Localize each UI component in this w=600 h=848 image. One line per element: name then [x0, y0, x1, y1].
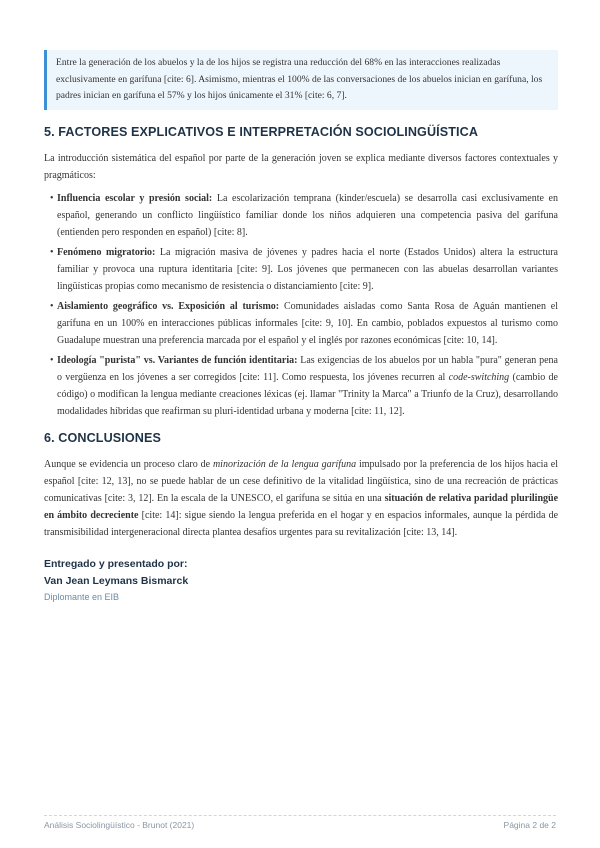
page-number: Página 2 de 2	[503, 820, 556, 830]
item-text: Comunidades aisladas como Santa Rosa de Aguán mantienen el garífuna en un 100% en interacciones públicas informales [cite: 9, 10]. En cambio, poblados expuestos al turismo como Guadalupe muestran una preferencia marcada por el español y el inglés por razones económicas [cite: 10, 14].	[57, 300, 559, 346]
callout-text: Entre la generación de los abuelos y la de los hijos se registra una reducción del 68% en las interacciones realizadas exclusivamente en garífuna [cite: 6]. Asimismo, mientras el 100% de las conversaciones de los abuelos inician en garífuna, los padres inician en garífuna el 57% y los hijos únicamente el 31% [cite: 6, 7].	[56, 57, 543, 101]
signature-block	[44, 556, 558, 605]
conclusion-strong: situación de relativa paridad plurilingüe en ámbito decreciente	[44, 492, 559, 521]
signature-label: Entregado y presentado por:	[44, 557, 188, 570]
item-text: La escolarización temprana (kinder/escuela) se desarrolla casi exclusivamente en español, generando un conflicto lingüístico familiar donde los niños adquieren una competencia pasiva del garífuna (entienden pero responden en español) [cite: 8].	[57, 192, 558, 238]
list-item	[44, 352, 558, 420]
item-heading: Influencia escolar y presión social:	[57, 192, 213, 204]
section-5-intro: La introducción sistemática del español por parte de la generación joven se explica mediante diversos factores contextuales y pragmáticos:	[44, 152, 558, 181]
bullet-icon: •	[50, 246, 54, 258]
signature-name: Van Jean Leymans Bismarck	[44, 574, 189, 587]
item-heading: Ideología "purista" vs. Variantes de función identitaria:	[57, 354, 298, 366]
item-text: (cambio de código) o modifican la lengua mediante creaciones léxicas (ej. llamar "Trinity la Marca" a Triunfo de la Cruz), desarrollando modalidades híbridas que reafirman su pluri-identidad urbana y moderna [cite: 11, 12].	[57, 371, 558, 417]
conclusions-paragraph	[44, 456, 558, 541]
item-text: Las exigencias de los abuelos por un habla "pura" generan pena o vergüenza en los jóvenes a ser corregidos [cite: 11]. Como respuesta, los jóvenes recurren al	[57, 354, 558, 383]
conclusion-text: [cite: 14]: sigue siendo la lengua preferida en el hogar y en espacios informales, aunque la pérdida de transmisibilidad intergeneracional directa plantea desafíos urgentes para su revitalización [cite: 13, 14].	[44, 509, 559, 538]
signature-role: Diplomante en EIB	[44, 591, 120, 602]
item-heading: Aislamiento geográfico vs. Exposición al turismo:	[57, 300, 280, 312]
conclusion-text: impulsado por la preferencia de los hijos hacia el español [cite: 12, 13], no se puede hablar de un cese definitivo de la vitalidad lingüística, sino de una recreación de prácticas comunicativas [cite: 3, 12]. En la escala de la UNESCO, el garífuna se sitúa en una	[44, 458, 558, 504]
highlight-callout	[44, 50, 558, 110]
list-item	[44, 190, 558, 241]
conclusion-emphasis: minorización de la lengua garífuna	[212, 458, 357, 470]
conclusion-text: Aunque se evidencia un proceso claro de	[44, 458, 213, 470]
factors-list	[44, 190, 558, 420]
list-item	[44, 244, 558, 295]
document-page	[44, 50, 558, 605]
bullet-icon: •	[50, 192, 54, 204]
item-text: La migración masiva de jóvenes y padres hacia el norte (Estados Unidos) altera la estructura familiar y provoca una ruptura identitaria [cite: 9]. Los jóvenes que permanecen con las abuelas desarrollan variantes lingüísticas propias como mecanismo de resistencia o distanciamiento [cite: 9].	[57, 246, 558, 292]
page-footer	[44, 815, 556, 830]
bullet-icon: •	[50, 354, 54, 366]
section-5-title: 5. FACTORES EXPLICATIVOS E INTERPRETACIÓN SOCIOLINGÜÍSTICA	[44, 124, 479, 139]
bullet-icon: •	[50, 300, 54, 312]
item-heading: Fenómeno migratorio:	[57, 246, 156, 258]
item-emphasis: code-switching	[448, 371, 510, 383]
footer-source: Análisis Sociolingüístico - Brunot (2021)	[44, 820, 195, 830]
section-6-title: 6. CONCLUSIONES	[44, 430, 161, 445]
list-item	[44, 298, 558, 349]
